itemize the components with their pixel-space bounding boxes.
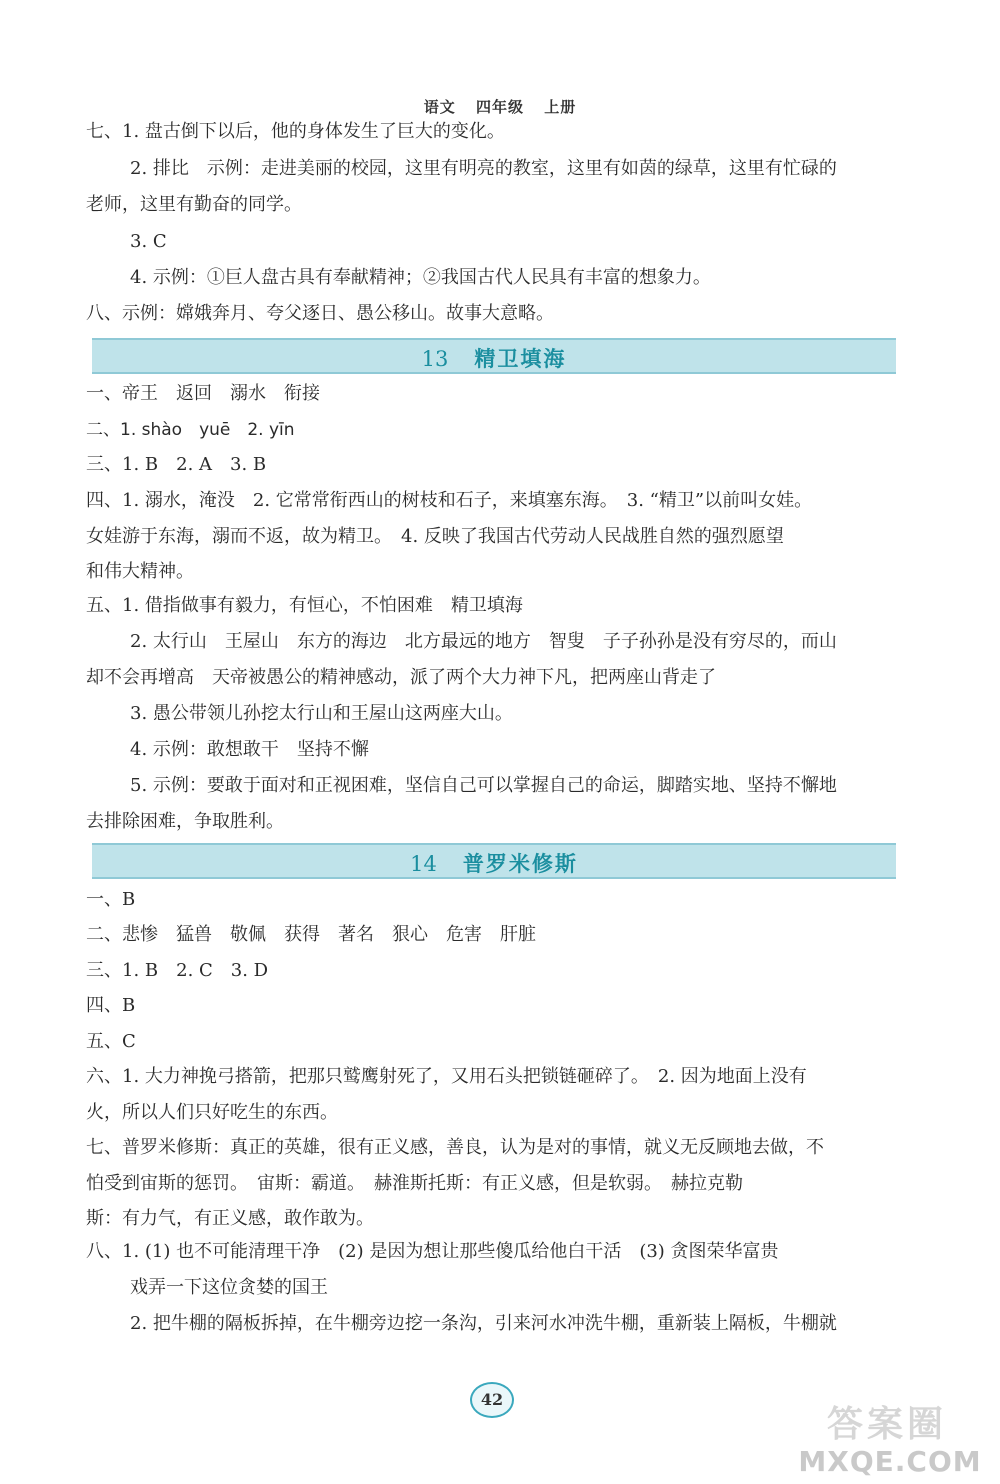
answer-line: 3. C bbox=[130, 231, 167, 252]
answer-line: 一、B bbox=[86, 889, 136, 910]
answer-line: 四、1. 溺水，淹没 2. 它常常衔西山的树枝和石子，来填塞东海。 3. “精卫”以前叫女娃。 bbox=[86, 490, 813, 511]
answer-line: 火，所以人们只好吃生的东西。 bbox=[86, 1102, 338, 1123]
answer-line: 4. 示例：敢想敢干 坚持不懈 bbox=[130, 739, 369, 760]
answer-line: 老师，这里有勤奋的同学。 bbox=[86, 194, 302, 215]
answer-line: 斯：有力气，有正义感，敢作敢为。 bbox=[86, 1208, 374, 1229]
page-number: 42 bbox=[470, 1382, 514, 1418]
answer-line: 5. 示例：要敢于面对和正视困难，坚信自己可以掌握自己的命运，脚踏实地、坚持不懈地 bbox=[130, 775, 837, 796]
section-header-13 bbox=[92, 338, 896, 374]
header-grade: 四年级 bbox=[475, 98, 524, 116]
answer-line: 戏弄一下这位贪婪的国王 bbox=[130, 1277, 328, 1298]
answer-line: 却不会再增高 天帝被愚公的精神感动，派了两个大力神下凡，把两座山背走了 bbox=[86, 667, 716, 688]
watermark-title: 答案圈 bbox=[826, 1404, 947, 1445]
answer-line: 2. 把牛棚的隔板拆掉，在牛棚旁边挖一条沟，引来河水冲洗牛棚，重新装上隔板，牛棚就 bbox=[130, 1313, 837, 1334]
section-title bbox=[92, 848, 896, 878]
answer-line: 七、1. 盘古倒下以后，他的身体发生了巨大的变化。 bbox=[86, 121, 505, 142]
answer-line: 3. 愚公带领儿孙挖太行山和王屋山这两座大山。 bbox=[130, 703, 513, 724]
answer-line: 2. 排比 示例：走进美丽的校园，这里有明亮的教室，这里有如茵的绿草，这里有忙碌的 bbox=[130, 158, 837, 179]
answer-line: 六、1. 大力神挽弓搭箭，把那只鹫鹰射死了，又用石头把锁链砸碎了。 2. 因为地面上没有 bbox=[86, 1066, 807, 1087]
section-header-14 bbox=[92, 843, 896, 879]
answer-line: 4. 示例：①巨人盘古具有奉献精神；②我国古代人民具有丰富的想象力。 bbox=[130, 267, 711, 288]
page-header bbox=[0, 96, 1000, 117]
watermark-logo bbox=[790, 1396, 990, 1482]
answer-line: 一、帝王 返回 溺水 衔接 bbox=[86, 383, 320, 404]
answer-line: 三、1. B 2. A 3. B bbox=[86, 454, 267, 475]
answer-line: 和伟大精神。 bbox=[86, 561, 194, 582]
answer-line: 三、1. B 2. C 3. D bbox=[86, 960, 269, 981]
header-volume: 上册 bbox=[544, 98, 577, 116]
answer-line: 七、普罗米修斯：真正的英雄，很有正义感，善良，认为是对的事情，就义无反顾地去做，不 bbox=[86, 1137, 824, 1158]
answer-line: 五、1. 借指做事有毅力，有恒心，不怕困难 精卫填海 bbox=[86, 595, 523, 616]
answer-line: 八、示例：嫦娥奔月、夸父逐日、愚公移山。故事大意略。 bbox=[86, 303, 554, 324]
section-title bbox=[92, 343, 896, 373]
answer-line: 怕受到宙斯的惩罚。 宙斯：霸道。 赫淮斯托斯：有正义感，但是软弱。 赫拉克勒 bbox=[86, 1173, 743, 1194]
section-number: 13 bbox=[421, 347, 449, 371]
answer-line: 四、B bbox=[86, 995, 136, 1016]
watermark-url: MXQE.COM bbox=[798, 1445, 982, 1478]
answer-line: 二、悲惨 猛兽 敬佩 获得 著名 狠心 危害 肝脏 bbox=[86, 924, 536, 945]
section-number: 14 bbox=[410, 852, 437, 876]
header-subject: 语文 bbox=[423, 98, 456, 116]
answer-line: 去排除困难，争取胜利。 bbox=[86, 811, 284, 832]
answer-line: 五、C bbox=[86, 1031, 136, 1052]
answer-line: 2. 太行山 王屋山 东方的海边 北方最远的地方 智叟 子子孙孙是没有穷尽的，而山 bbox=[130, 631, 837, 652]
answer-line: 二、1. shào yuē 2. yīn bbox=[86, 420, 295, 440]
answer-line: 女娃游于东海，溺而不返，故为精卫。 4. 反映了我国古代劳动人民战胜自然的强烈愿望 bbox=[86, 526, 784, 547]
section-name: 精卫填海 bbox=[474, 346, 567, 371]
section-name: 普罗米修斯 bbox=[462, 851, 578, 876]
answer-line: 八、1. (1) 也不可能清理干净 (2) 是因为想让那些傻瓜给他白干活 (3) 贪图荣华富贵 bbox=[86, 1241, 779, 1262]
